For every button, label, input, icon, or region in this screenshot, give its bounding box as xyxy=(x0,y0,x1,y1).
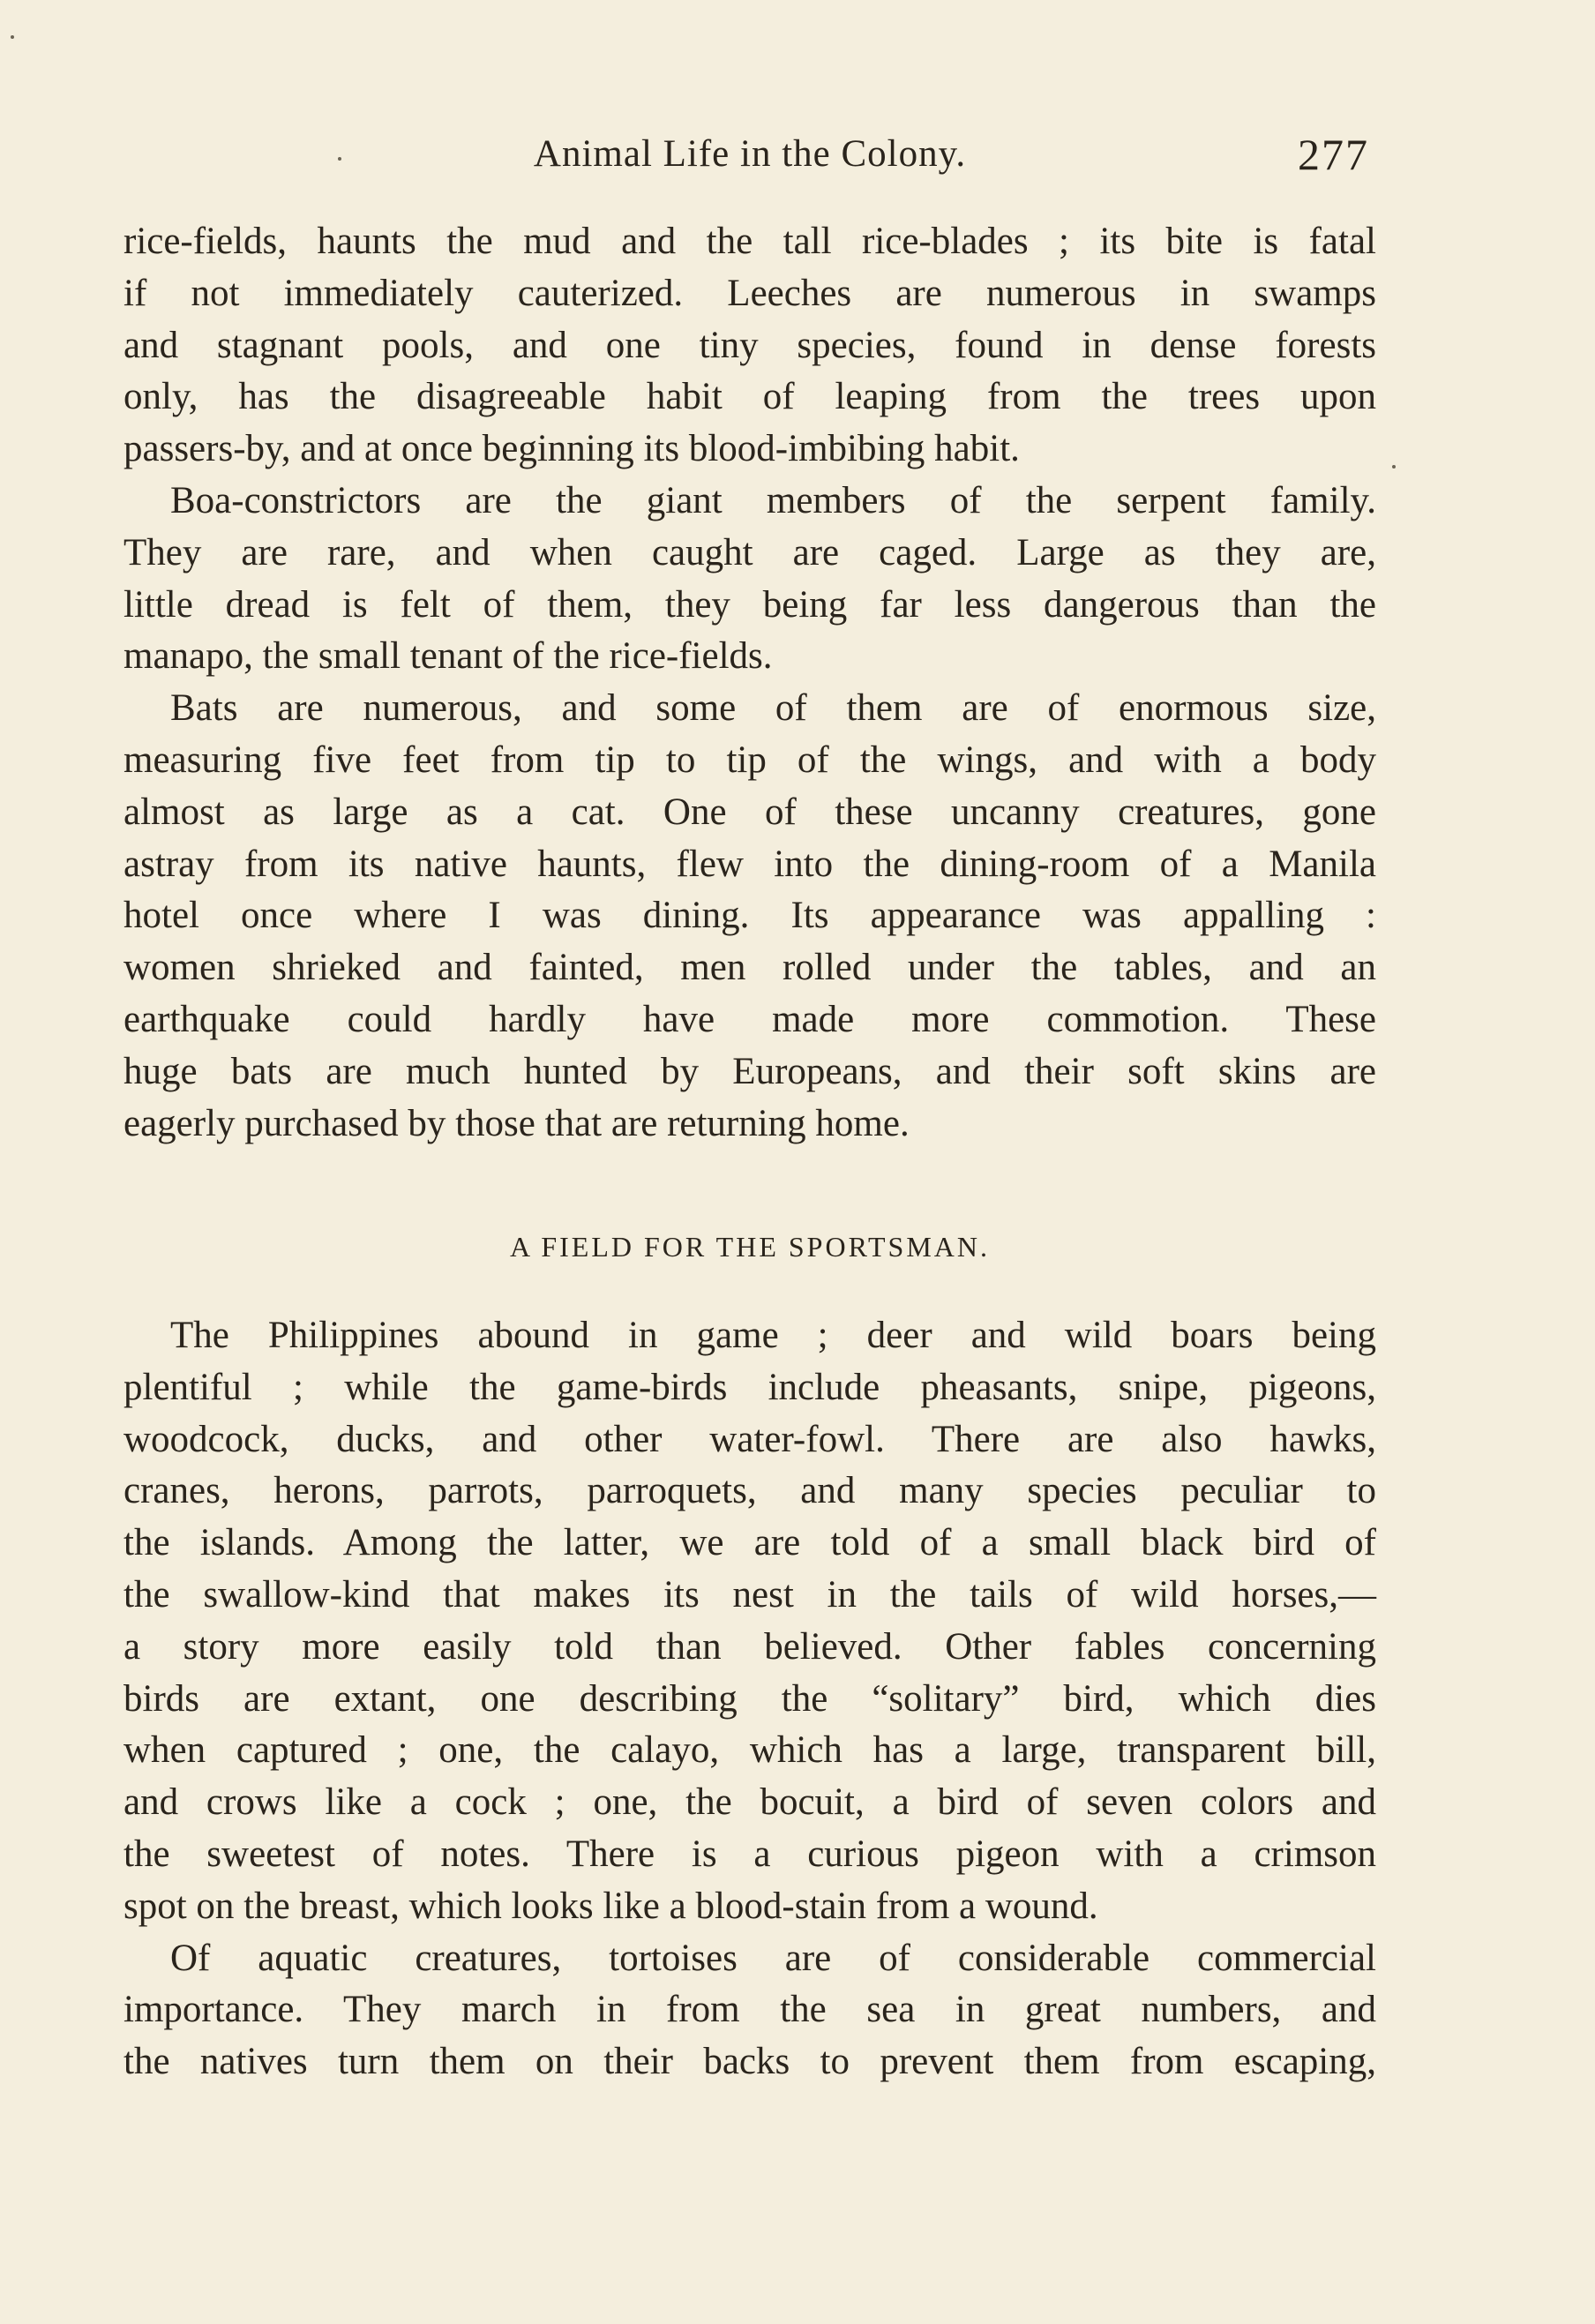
text-line: woodcock, ducks, and other water-fowl. There are also hawks, xyxy=(124,1418,1376,1460)
text-line: spot on the breast, which looks like a blood-stain from a wound. xyxy=(124,1885,1098,1927)
text-line: a story more easily told than believed. Other fables concerning xyxy=(124,1625,1376,1668)
text-line: earthquake could hardly have made more commotion. These xyxy=(124,998,1376,1040)
text-line: birds are extant, one describing the “solitary” bird, which dies xyxy=(124,1677,1376,1720)
text-line: the natives turn them on their backs to prevent them from escaping, xyxy=(124,2041,1376,2083)
text-line: women shrieked and fainted, men rolled under the tables, and an xyxy=(124,947,1376,989)
text-line: eagerly purchased by those that are returning home. xyxy=(124,1102,910,1144)
margin-speck xyxy=(11,35,14,39)
text-line: and crows like a cock ; one, the bocuit, a bird of seven colors and xyxy=(124,1781,1376,1824)
text-line: passers-by, and at once beginning its blood-imbibing habit. xyxy=(124,428,1020,470)
text-line: They are rare, and when caught are caged. Large as they are, xyxy=(124,531,1376,574)
text-block-2 xyxy=(124,1310,1376,2088)
text-line: rice-fields, haunts the mud and the tall rice-blades ; its bite is fatal xyxy=(124,221,1376,262)
text-line: almost as large as a cat. One of these uncanny creatures, gone xyxy=(124,791,1376,833)
text-line: hotel once where I was dining. Its appearance was appalling : xyxy=(124,895,1376,937)
page-number: 277 xyxy=(1298,130,1369,179)
text-line: little dread is felt of them, they being far less dangerous than the xyxy=(124,583,1376,626)
text-line: astray from its native haunts, flew into the dining-room of a Manila xyxy=(124,843,1376,885)
text-line: only, has the disagreeable habit of leaping from the trees upon xyxy=(124,376,1376,418)
text-line: cranes, herons, parrots, parroquets, and many species peculiar to xyxy=(124,1470,1376,1512)
text-line: plentiful ; while the game-birds include pheasants, snipe, pigeons, xyxy=(124,1366,1376,1408)
text-line: The Philippines abound in game ; deer and wild boars being xyxy=(170,1315,1376,1356)
running-head xyxy=(124,124,1376,194)
text-line: importance. They march in from the sea in great numbers, and xyxy=(124,1989,1376,2031)
text-line: manapo, the small tenant of the rice-fields. xyxy=(124,635,773,678)
text-line: when captured ; one, the calayo, which has a large, transparent bill, xyxy=(124,1729,1376,1772)
text-line: the islands. Among the latter, we are told of a small black bird of xyxy=(124,1522,1376,1564)
text-line: measuring five feet from tip to tip of the wings, and with a body xyxy=(124,738,1376,781)
section-heading: A FIELD FOR THE SPORTSMAN. xyxy=(509,1231,990,1263)
text-line: and stagnant pools, and one tiny species, found in dense forests xyxy=(124,324,1376,366)
text-line: Boa-constrictors are the giant members of the serpent family. xyxy=(170,479,1376,521)
text-line: the sweetest of notes. There is a curious pigeon with a crimson xyxy=(124,1833,1376,1875)
text-line: if not immediately cauterized. Leeches are numerous in swamps xyxy=(124,272,1376,314)
running-title: Animal Life in the Colony. xyxy=(533,133,967,175)
text-line: Bats are numerous, and some of them are of enormous size, xyxy=(170,687,1376,730)
margin-speck xyxy=(1392,465,1396,469)
text-block-1 xyxy=(124,216,1376,1150)
text-line: the swallow-kind that makes its nest in the tails of wild horses,— xyxy=(124,1573,1376,1616)
text-line: Of aquatic creatures, tortoises are of considerable commercial xyxy=(170,1937,1376,1979)
text-line: huge bats are much hunted by Europeans, and their soft skins are xyxy=(124,1050,1376,1092)
